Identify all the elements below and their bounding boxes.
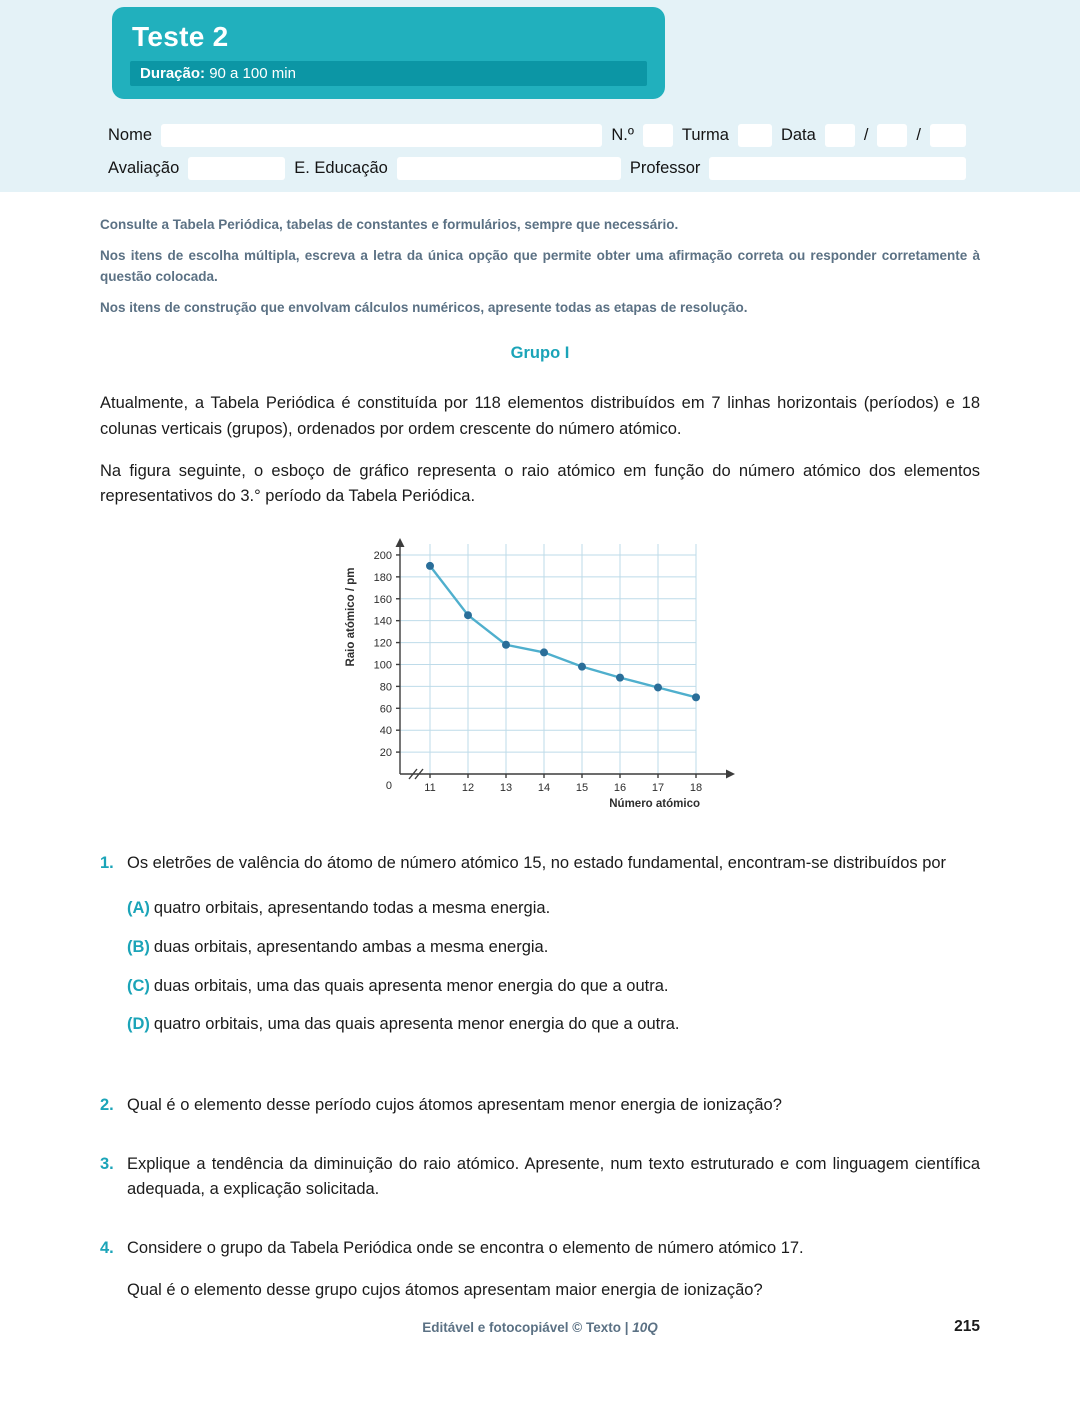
question-text: Considere o grupo da Tabela Periódica onde se encontra o elemento de número atómico 17. xyxy=(127,1238,804,1257)
document-body xyxy=(100,214,980,1337)
option-c xyxy=(127,974,980,999)
test-title-box xyxy=(112,7,665,99)
page-number: 215 xyxy=(954,1318,980,1335)
group-title: Grupo I xyxy=(510,344,570,363)
page-header xyxy=(0,0,1080,192)
option-text: quatro orbitais, uma das quais apresenta menor energia do que a outra. xyxy=(153,1015,680,1034)
intro-paragraph-2: Na figura seguinte, o esboço de gráfico representa o raio atómico em função do número atómico dos elementos representativos do 3.° período da Tabela Periódica. xyxy=(100,461,980,506)
question-text: Explique a tendência da diminuição do raio atómico. Apresente, num texto estruturado e com linguagem científica adequada, a explicação solicitada. xyxy=(127,1154,980,1199)
footer-text: Editável e fotocopiável © Texto | xyxy=(422,1320,633,1335)
numero-input[interactable] xyxy=(643,124,673,147)
question-text: Os eletrões de valência do átomo de número atómico 15, no estado fundamental, encontram-se distribuídos por xyxy=(127,853,947,872)
footer-credit xyxy=(100,1320,980,1335)
svg-text:100: 100 xyxy=(373,659,392,672)
educacao-input[interactable] xyxy=(397,157,621,180)
student-form-row-1 xyxy=(108,124,966,147)
option-b xyxy=(127,935,980,960)
svg-text:0: 0 xyxy=(385,779,392,792)
instruction-line: Nos itens de escolha múltipla, escreva a letra da única opção que permite obter uma afirmação correta ou responder corretamente à questão colocada. xyxy=(100,247,980,285)
svg-text:14: 14 xyxy=(537,781,551,794)
option-d xyxy=(127,1012,980,1037)
question-text-2: Qual é o elemento desse grupo cujos átomos apresentam maior energia de ionização? xyxy=(127,1281,763,1300)
nome-input[interactable] xyxy=(161,124,602,147)
svg-text:12: 12 xyxy=(461,781,475,794)
svg-text:20: 20 xyxy=(379,746,392,759)
svg-text:120: 120 xyxy=(373,637,392,650)
option-a xyxy=(127,896,980,921)
option-text: quatro orbitais, apresentando todas a mesma energia. xyxy=(153,899,551,918)
svg-text:17: 17 xyxy=(651,781,665,794)
option-letter: (C) xyxy=(127,976,150,995)
question-text: Qual é o elemento desse período cujos átomos apresentam menor energia de ionização? xyxy=(127,1096,782,1115)
question-body xyxy=(127,1152,980,1203)
option-text: duas orbitais, apresentando ambas a mesma energia. xyxy=(153,937,549,956)
atomic-radius-chart xyxy=(100,532,980,817)
svg-text:80: 80 xyxy=(379,681,392,694)
intro-paragraph-1: Atualmente, a Tabela Periódica é constituída por 118 elementos distribuídos em 7 linhas horizontais (períodos) e 18 colunas verticais (grupos), ordenados por ordem crescente do número atómico. xyxy=(100,394,980,438)
instructions-block xyxy=(100,214,980,318)
turma-input[interactable] xyxy=(738,124,772,147)
data-month-input[interactable] xyxy=(877,124,907,147)
svg-text:16: 16 xyxy=(613,781,627,794)
data-day-input[interactable] xyxy=(825,124,855,147)
data-label: Data xyxy=(780,126,816,144)
question-number: 1. xyxy=(100,853,114,872)
turma-label: Turma xyxy=(681,126,729,144)
svg-text:200: 200 xyxy=(373,549,392,562)
numero-label: N.º xyxy=(611,126,634,144)
svg-text:18: 18 xyxy=(689,781,703,794)
page-footer xyxy=(100,1320,980,1344)
duration-bar xyxy=(130,61,647,86)
instruction-line: Nos itens de construção que envolvam cálculos numéricos, apresente todas as etapas de resolução. xyxy=(100,299,748,315)
professor-input[interactable] xyxy=(709,157,966,180)
svg-text:13: 13 xyxy=(499,781,513,794)
svg-text:15: 15 xyxy=(575,781,589,794)
date-slash-2: / xyxy=(916,126,921,144)
question-number: 4. xyxy=(100,1238,114,1257)
test-title: Teste 2 xyxy=(132,21,229,52)
student-form-row-2 xyxy=(108,157,966,180)
svg-text:140: 140 xyxy=(373,615,392,628)
avaliacao-label: Avaliação xyxy=(108,159,180,177)
svg-text:Raio atómico / pm: Raio atómico / pm xyxy=(345,567,357,667)
question-2 xyxy=(100,1093,980,1119)
question-number: 2. xyxy=(100,1096,114,1115)
duration-value: 90 a 100 min xyxy=(205,65,296,82)
option-letter: (B) xyxy=(127,937,150,956)
footer-brand: 10Q xyxy=(632,1320,658,1335)
svg-text:60: 60 xyxy=(379,702,392,715)
option-text: duas orbitais, uma das quais apresenta menor energia do que a outra. xyxy=(153,976,669,995)
line-chart-svg xyxy=(340,532,740,817)
nome-label: Nome xyxy=(108,126,153,144)
svg-text:180: 180 xyxy=(373,571,392,584)
educacao-label: E. Educação xyxy=(294,159,388,177)
svg-text:40: 40 xyxy=(379,724,392,737)
option-letter: (D) xyxy=(127,1015,150,1034)
duration-label: Duração: xyxy=(140,65,206,82)
option-letter: (A) xyxy=(127,899,150,918)
avaliacao-input[interactable] xyxy=(188,157,285,180)
question-3 xyxy=(100,1152,980,1203)
svg-text:160: 160 xyxy=(373,593,392,606)
question-4 xyxy=(100,1236,980,1304)
date-slash-1: / xyxy=(863,126,869,144)
data-year-input[interactable] xyxy=(930,124,966,147)
question-body xyxy=(127,851,980,1052)
instruction-line: Consulte a Tabela Periódica, tabelas de constantes e formulários, sempre que necessário. xyxy=(100,217,679,232)
question-body xyxy=(127,1236,980,1304)
question-body xyxy=(127,1093,980,1119)
question-number: 3. xyxy=(100,1154,114,1173)
question-1 xyxy=(100,851,980,1052)
professor-label: Professor xyxy=(629,159,701,177)
options-list xyxy=(127,896,980,1037)
svg-text:Número atómico: Número atómico xyxy=(609,797,700,810)
svg-text:11: 11 xyxy=(424,781,436,794)
